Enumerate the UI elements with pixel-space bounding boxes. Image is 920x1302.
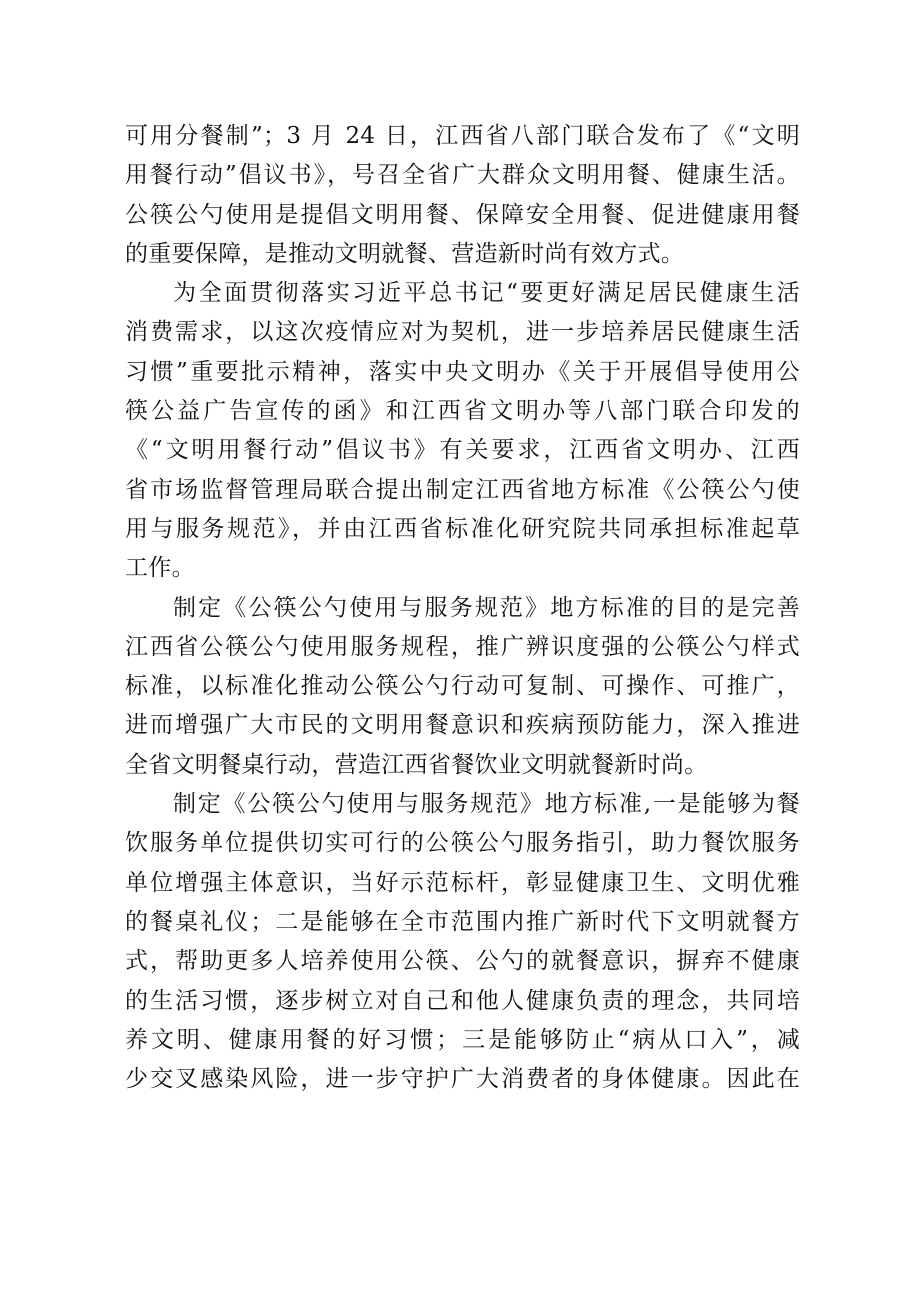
text-line: 饮服务单位提供切实可行的公筷公勺服务指引，助力餐饮服务 <box>125 830 800 857</box>
text-line: 的生活习惯，逐步树立对自己和他人健康负责的理念，共同培 <box>125 987 800 1014</box>
text-line: 公筷公勺使用是提倡文明用餐、保障安全用餐、促进健康用餐 <box>125 201 800 228</box>
document-page <box>125 117 800 1099</box>
text-line: 筷公益广告宣传的函》和江西省文明办等八部门联合印发的 <box>125 398 800 425</box>
text-line: 式，帮助更多人培养使用公筷、公勺的就餐意识，摒弃不健康 <box>125 948 800 975</box>
text-line: 用餐行动”倡议书》，号召全省广大群众文明用餐、健康生活。 <box>125 162 800 189</box>
text-line: 《“文明用餐行动”倡议书》有关要求，江西省文明办、江西 <box>125 437 800 464</box>
text-line: 制定《公筷公勺使用与服务规范》地方标准,一是能够为餐 <box>173 791 800 818</box>
text-line: 江西省公筷公勺使用服务规程，推广辨识度强的公筷公勺样式 <box>125 633 800 660</box>
text-line: 习惯”重要批示精神，落实中央文明办《关于开展倡导使用公 <box>125 358 800 385</box>
text-line: 进而增强广大市民的文明用餐意识和疾病预防能力，深入推进 <box>125 712 800 739</box>
text-line: 制定《公筷公勺使用与服务规范》地方标准的目的是完善 <box>173 594 800 621</box>
text-line: 消费需求，以这次疫情应对为契机，进一步培养居民健康生活 <box>125 319 800 346</box>
paragraph-1 <box>125 117 800 274</box>
paragraph-3 <box>125 589 800 785</box>
text-line: 的餐桌礼仪；二是能够在全市范围内推广新时代下文明就餐方 <box>125 908 800 935</box>
paragraph-2 <box>125 274 800 588</box>
paragraph-4 <box>125 785 800 1099</box>
text-line: 全省文明餐桌行动，营造江西省餐饮业文明就餐新时尚。 <box>125 751 708 778</box>
text-line: 养文明、健康用餐的好习惯；三是能够防止“病从口入”，减 <box>125 1026 800 1053</box>
text-line: 单位增强主体意识，当好示范标杆，彰显健康卫生、文明优雅 <box>125 869 800 896</box>
text-line: 工作。 <box>125 555 195 582</box>
text-line: 用与服务规范》，并由江西省标准化研究院共同承担标准起草 <box>125 515 800 542</box>
text-line: 标准，以标准化推动公筷公勺行动可复制、可操作、可推广， <box>125 673 800 700</box>
text-line: 少交叉感染风险，进一步守护广大消费者的身体健康。因此在 <box>125 1066 800 1093</box>
text-line: 省市场监督管理局联合提出制定江西省地方标准《公筷公勺使 <box>125 476 800 503</box>
text-line: 的重要保障，是推动文明就餐、营造新时尚有效方式。 <box>125 240 685 267</box>
text-line: 为全面贯彻落实习近平总书记“要更好满足居民健康生活 <box>173 280 800 307</box>
text-line: 可用分餐制”；3 月 24 日，江西省八部门联合发布了《“文明 <box>125 123 800 149</box>
